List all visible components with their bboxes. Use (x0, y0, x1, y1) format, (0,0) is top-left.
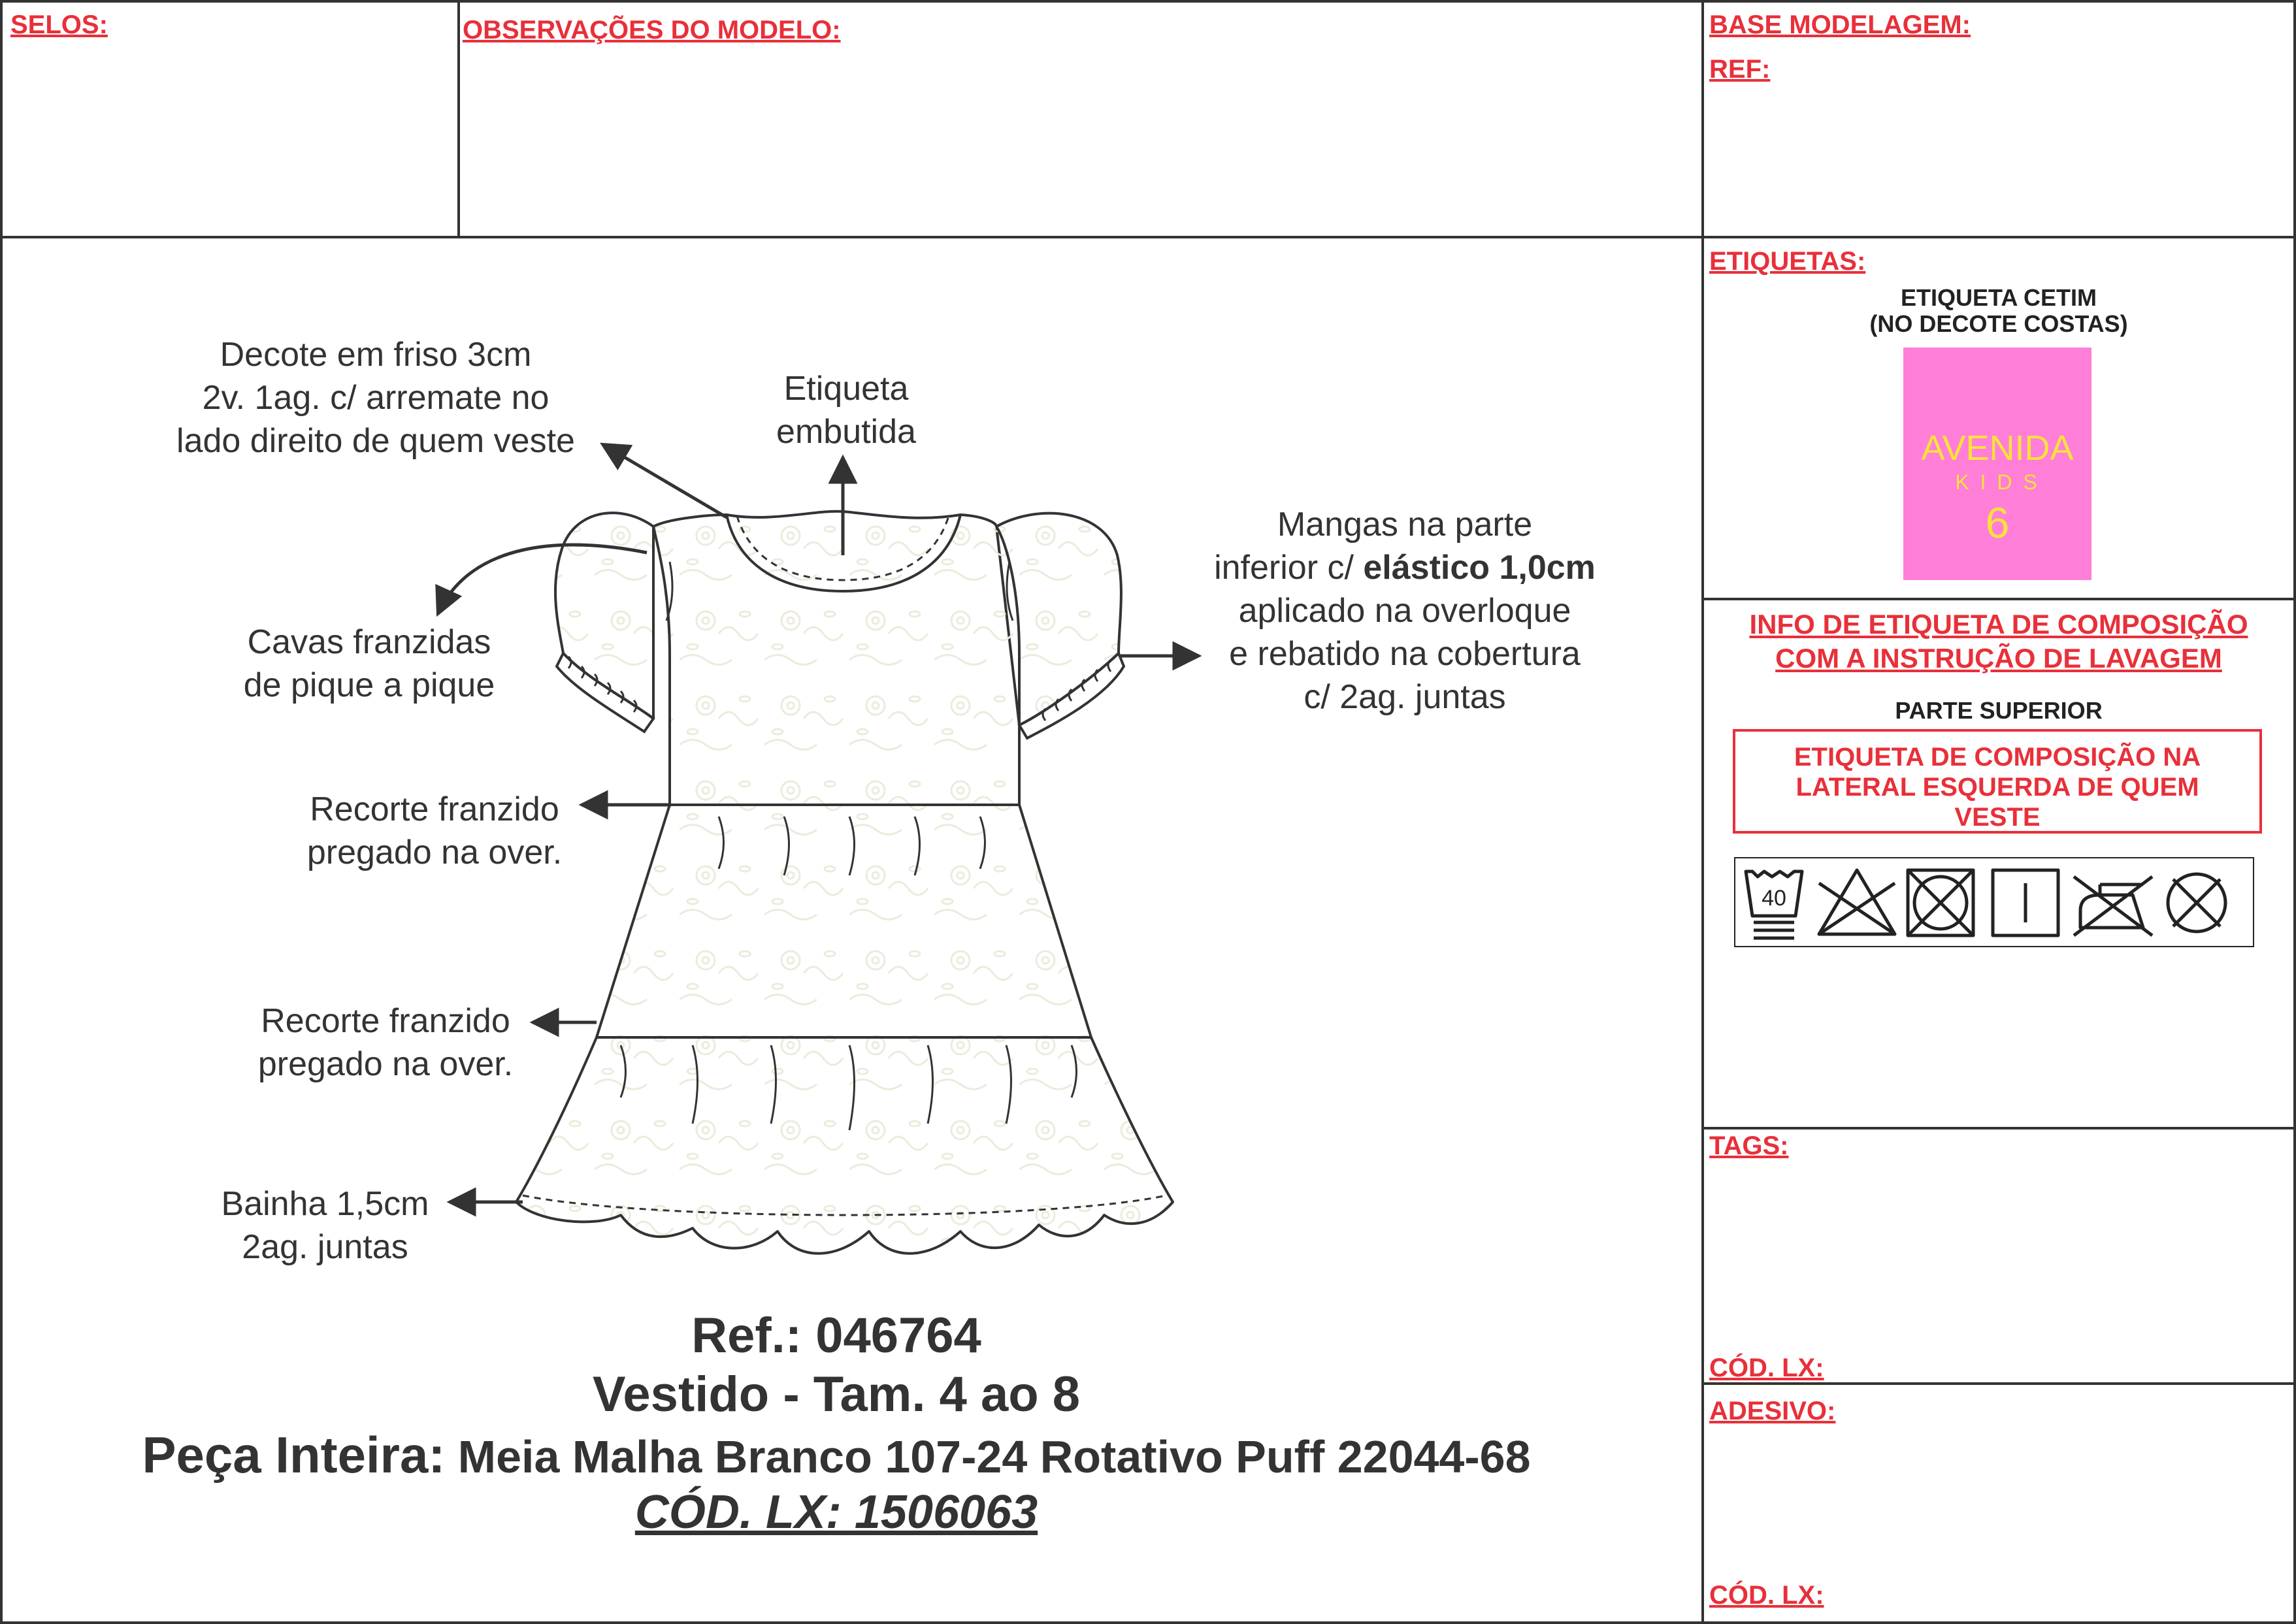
etiqueta-cetim-text: ETIQUETA CETIM (NO DECOTE COSTAS) (1869, 284, 2128, 337)
product-fabric: Peça Inteira: Meia Malha Branco 107-24 Rotativo Puff 22044-68 (142, 1426, 1531, 1484)
etiqueta-annotation: Etiqueta embutida (776, 370, 916, 451)
base-modelagem-label: BASE MODELAGEM: (1709, 10, 1971, 39)
no-tumble-dry-icon (1908, 870, 1973, 935)
observacoes-label: OBSERVAÇÕES DO MODELO: (463, 16, 841, 44)
tags-cod-label: CÓD. LX: (1709, 1354, 1824, 1382)
mangas-annotation: Mangas na parte inferior c/ elástico 1,0cm aplicado na overloque e rebatido na cobertura c/ 2ag. juntas (1214, 506, 1596, 716)
adesivo-cod-label: CÓD. LX: (1709, 1581, 1824, 1610)
no-bleach-icon (1819, 870, 1895, 934)
line-dry-icon (1993, 870, 2058, 935)
selos-label: SELOS: (10, 10, 108, 39)
ref-label: REF: (1709, 55, 1771, 84)
no-dry-clean-icon (2168, 874, 2225, 932)
product-name: Vestido - Tam. 4 ao 8 (592, 1367, 1081, 1422)
brand-sub: K I D S (1955, 470, 2040, 494)
recorte-1-annotation: Recorte franzido pregado na over. (306, 790, 563, 871)
care-symbols-strip (1734, 857, 2254, 949)
adesivo-label: ADESIVO: (1709, 1397, 1836, 1425)
etiquetas-label: ETIQUETAS: (1709, 247, 1866, 276)
composicao-note-box: ETIQUETA DE COMPOSIÇÃO NA LATERAL ESQUERDA DE QUEM VESTE (1733, 729, 2262, 834)
brand-label (1903, 348, 2091, 580)
brand-size: 6 (1985, 498, 2010, 547)
svg-text:40: 40 (1762, 886, 1786, 911)
product-ref: Ref.: 046764 (691, 1308, 981, 1363)
bainha-annotation: Bainha 1,5cm 2ag. juntas (221, 1185, 429, 1266)
composicao-heading: INFO DE ETIQUETA DE COMPOSIÇÃO COM A INSTRUÇÃO DE LAVAGEM (1749, 609, 2248, 674)
product-cod: CÓD. LX: 1506063 (634, 1486, 1038, 1538)
tags-label: TAGS: (1709, 1131, 1789, 1160)
parte-superior-text: PARTE SUPERIOR (1895, 697, 2103, 724)
no-iron-icon (2074, 877, 2152, 935)
wash-40-icon (1746, 871, 1802, 938)
cavas-annotation: Cavas franzidas de pique a pique (243, 623, 495, 704)
recorte-2-annotation: Recorte franzido pregado na over. (257, 1002, 514, 1083)
brand-name: AVENIDA (1921, 429, 2074, 468)
decote-annotation: Decote em friso 3cm 2v. 1ag. c/ arremate no lado direito de quem veste (176, 336, 575, 460)
